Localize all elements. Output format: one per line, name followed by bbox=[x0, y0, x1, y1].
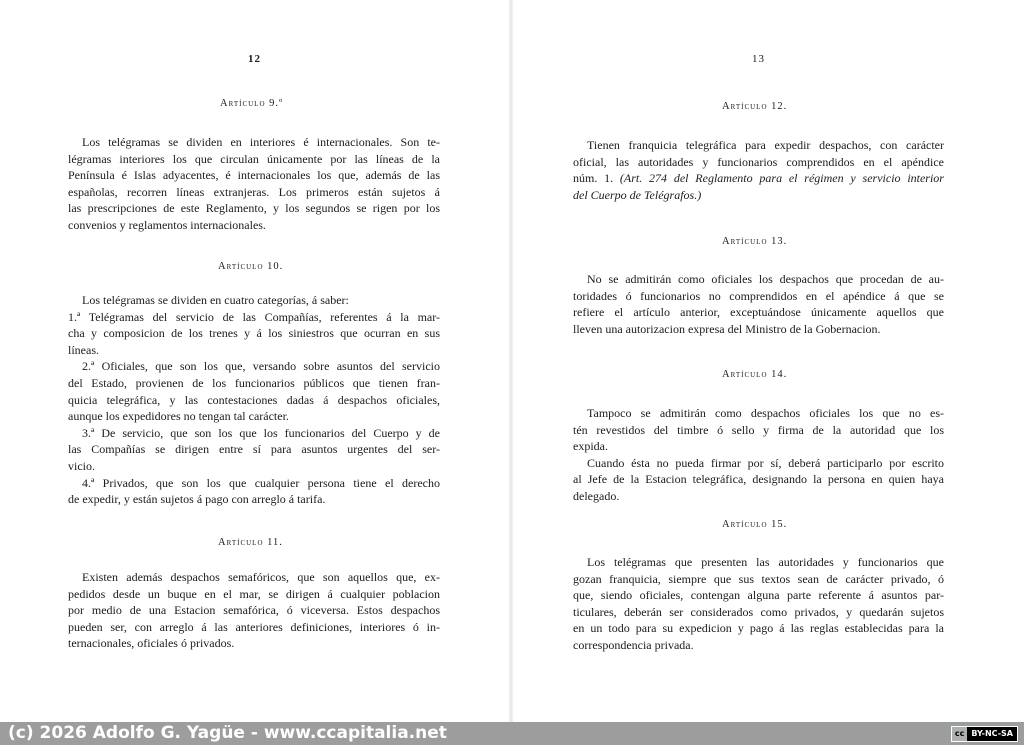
text-line: Los telégramas que presenten las autoridades y funcionarios que bbox=[587, 555, 944, 569]
text-line: por medio de una Estacion semafórica, ó viceversa. Estos despachos bbox=[68, 603, 440, 618]
article-13-text bbox=[573, 271, 944, 337]
text-line: vicio. bbox=[68, 458, 95, 473]
text-line: ticulares, deberán ser considerados como privados, y quedarán sujetos bbox=[573, 604, 944, 619]
text-line: pueden ser, con arreglo á las anteriores definiciones, interiores ó in- bbox=[68, 619, 440, 634]
article-heading-14: Artículo 14. bbox=[722, 369, 788, 380]
article-11-text bbox=[68, 569, 440, 652]
text-line: expida. bbox=[573, 439, 608, 454]
text-line: 4.ª Privados, que son los que cualquier persona tiene el derecho bbox=[82, 475, 440, 490]
text-line bbox=[573, 187, 944, 204]
text-line: Existen además despachos semafóricos, que son aquellos que, ex- bbox=[82, 570, 440, 584]
article-9-text bbox=[68, 134, 440, 234]
text-line: líneas. bbox=[68, 342, 99, 357]
copyright-credit: (c) 2026 Adolfo G. Yagüe - www.ccapitalia.net bbox=[8, 723, 447, 743]
text-line: 1.ª Telégramas del servicio de las Compañías, referentes á la mar- bbox=[68, 309, 440, 324]
cc-license-badge[interactable] bbox=[951, 726, 1018, 742]
text-line: de expedir, y están sujetos á pago con arreglo á tarifa. bbox=[68, 492, 326, 507]
article-heading-15: Artículo 15. bbox=[722, 519, 788, 530]
text-line: Los telégramas se dividen en cuatro categorías, á saber: bbox=[82, 293, 349, 307]
text-line: españolas, recorren líneas extranjeras. Los primeros están sujetos á bbox=[68, 184, 440, 199]
text-line: en un todo para su expedicion y pago á las reglas establecidas para la bbox=[573, 621, 944, 636]
footer-bar bbox=[0, 722, 1024, 745]
text-line: gozan franquicia, siempre que sus textos sean de carácter privado, ó bbox=[573, 571, 944, 586]
page-number: 13 bbox=[752, 53, 765, 65]
text-line: lleven una autorizacion expresa del Ministro de la Gobernacion. bbox=[573, 321, 881, 336]
text-line: al Jefe de la Estacion telegráfica, designando la persona en quien haya bbox=[573, 472, 944, 487]
article-14-text bbox=[573, 405, 944, 505]
text-line: que, siendo oficiales, contengan alguna parte referente á asuntos par- bbox=[573, 588, 944, 603]
text-line: las Compañías se dirigen entre sí para asuntos urgentes del ser- bbox=[68, 442, 440, 457]
article-12-text bbox=[573, 137, 944, 203]
article-15-text bbox=[573, 554, 944, 654]
article-10-text bbox=[68, 292, 440, 508]
text-line: Los telégramas se dividen en interiores é internacionales. Son te- bbox=[82, 135, 440, 149]
text-line: oficial, las autoridades y funcionarios comprendidos en el apéndice bbox=[573, 154, 944, 169]
left-page bbox=[0, 0, 510, 722]
text-line: légramas interiores los que circulan únicamente por las líneas de la bbox=[68, 151, 440, 166]
article-heading-12: Artículo 12. bbox=[722, 101, 788, 112]
italic-reference: (Art. 274 del Reglamento para el régimen y servicio interior bbox=[619, 171, 944, 186]
text-line: delegado. bbox=[573, 488, 620, 503]
article-heading-10: Artículo 10. bbox=[218, 261, 284, 272]
text-line: aunque los expedidores no tengan tal carácter. bbox=[68, 409, 289, 424]
text-line: convenios y reglamentos internacionales. bbox=[68, 217, 266, 232]
text-line: pedidos desde un buque en el mar, se dirigen á cualquier poblacion bbox=[68, 586, 440, 601]
text-fragment: núm. 1. bbox=[573, 171, 620, 186]
license-label: BY-NC-SA bbox=[971, 729, 1013, 738]
italic-reference: del Cuerpo de Telégrafos.) bbox=[573, 187, 702, 202]
article-heading-13: Artículo 13. bbox=[722, 236, 788, 247]
text-line: refiere el artículo anterior, exceptuándose únicamente aquellos que bbox=[573, 305, 944, 320]
text-line: 3.ª De servicio, que son los que los funcionarios del Cuerpo y de bbox=[82, 425, 440, 440]
text-line: Península é Islas adyacentes, é internacionales los que, además de las bbox=[68, 168, 440, 183]
text-line: ternacionales, oficiales ó privados. bbox=[68, 636, 235, 651]
text-line: toridades ó funcionarios no comprendidos en el apéndice á que se bbox=[573, 288, 944, 303]
text-line: tén revestidos del timbre ó sello y firma de la autoridad que los bbox=[573, 422, 944, 437]
page-number: 12 bbox=[248, 53, 261, 65]
text-line bbox=[573, 170, 944, 187]
text-line: Tienen franquicia telegráfica para expedir despachos, con carácter bbox=[587, 138, 944, 152]
text-line: quicia telegráfica, y las contestaciones dadas á despachos oficiales, bbox=[68, 392, 440, 407]
text-line: cha y composicion de los trenes y á los siniestros que ocurran en sus bbox=[68, 326, 440, 341]
text-line: del Estado, provienen de los funcionarios públicos que tienen fran- bbox=[68, 375, 440, 390]
cc-icon: cc bbox=[952, 727, 967, 741]
text-line: las prescripciones de este Reglamento, y los segundos se rigen por los bbox=[68, 201, 440, 216]
text-line: Cuando ésta no pueda firmar por sí, deberá participarlo por escrito bbox=[587, 455, 944, 470]
article-heading-11: Artículo 11. bbox=[218, 537, 283, 548]
text-line: correspondencia privada. bbox=[573, 637, 694, 652]
article-heading-9: Artículo 9.º bbox=[220, 98, 284, 109]
right-page bbox=[512, 0, 1024, 722]
text-line: Tampoco se admitirán como despachos oficiales los que no es- bbox=[587, 406, 944, 420]
text-line: No se admitirán como oficiales los despachos que procedan de au- bbox=[587, 272, 944, 286]
text-line: 2.ª Oficiales, que son los que, versando sobre asuntos del servicio bbox=[82, 359, 440, 374]
